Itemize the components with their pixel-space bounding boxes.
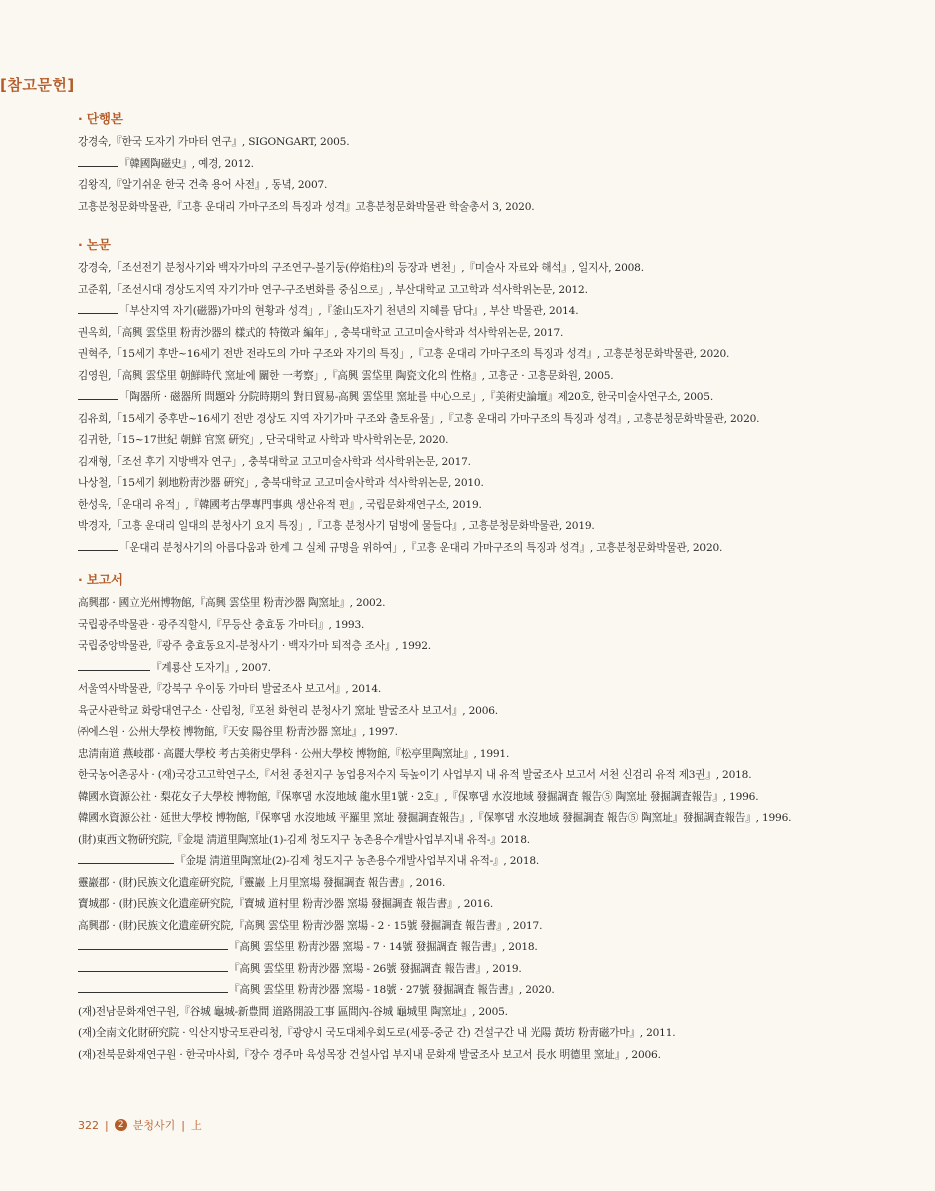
list-item: 고흥분청문화박물관,『고흥 운대리 가마구조의 특징과 성격』고흥분청문화박물관 학술총서 3, 2020. [78,200,535,213]
list-item: ㈜에스원 · 公州大學校 博物館,『天安 陽谷里 粉靑沙器 窯址』, 1997. [78,726,398,738]
list-item: 「운대리 분청사기의 아름다움과 한계 그 실체 규명을 위하여」,『고흥 운대리 가마구조의 특징과 성격』, 고흥분청문화박물관, 2020. [78,538,858,560]
list-item: (재)全南文化財硏究院 · 익산지방국토관리청,『광양시 국도대체우회도로(세풍-중군 간) 건설구간 내 光陽 黃坊 粉靑磁가마』, 2011. [78,1027,676,1039]
list-item: 韓國水資源公社 · 梨花女子大學校 博物館,『保寧댐 水沒地域 龍水里1號 · 2호』,『保寧댐 水沒地域 發掘調査 報告⑤ 陶窯址 發掘調査報告』, 1996. [78,790,759,803]
repeat-author-line [78,658,150,671]
list-item: 高興郡 · 國立光州博物館,『高興 雲垈里 粉靑沙器 陶窯址』, 2002. [78,597,386,609]
repeat-author-line [78,937,228,950]
list-item: 한성욱,「운대리 유적」,『韓國考古學專門事典 생산유적 편』, 국립문화재연구소, 2019. [78,498,482,511]
page-number: 322 [78,1118,99,1132]
list-item: 권혁주,「15세기 후반~16세기 전반 전라도의 가마 구조와 자기의 특징」,『고흥 운대리 가마구조의 특징과 성격』, 고흥분청문화박물관, 2020. [78,348,730,360]
list-item: 『계룡산 도자기』, 2007. [78,658,858,680]
list-item: 국립광주박물관 · 광주직할시,『무등산 충효동 가마터』, 1993. [78,618,365,631]
list-item: 靈巖郡 · (財)民族文化遺産硏究院,『靈巖 上月里窯場 發掘調査 報告書』, 2016. [78,876,446,889]
list-item: 서울역사박물관,『강북구 우이동 가마터 발굴조사 보고서』, 2014. [78,683,382,695]
repeat-author-line [78,538,118,551]
section-title-books: · 단행본 [78,111,123,126]
section-books [78,110,858,218]
list-item: 김왕직,『알기쉬운 한국 건축 용어 사전』, 동녘, 2007. [78,179,328,191]
list-item: 육군사관학교 화랑대연구소 · 산림청,『포천 화현리 분청사기 窯址 발굴조사 보고서』, 2006. [78,704,498,717]
list-item: 김귀한,「15~17世紀 朝鮮 官窯 硏究」, 단국대학교 사학과 박사학위논문, 2020. [78,434,449,446]
section-title-reports: · 보고서 [78,572,123,587]
section-reports [78,571,858,1066]
list-item: 『高興 雲垈里 粉靑沙器 窯場 - 7 · 14號 發掘調査 報告書』, 2018. [78,937,858,959]
list-item: 국립중앙박물관,『광주 충효동요지-분청사기 · 백자가마 퇴적층 조사』, 1992. [78,640,431,652]
list-item: 김영원,「高興 雲垈里 朝鮮時代 窯址에 關한 一考察」,『高興 雲垈里 陶瓷文化의 性格』, 고흥군 · 고흥문화원, 2005. [78,369,614,382]
list-item: 한국농어촌공사 · (재)국강고고학연구소,『서천 종천지구 농업용저수지 둑높이기 사업부지 내 유적 발굴조사 보고서 서천 신검리 유적 제3권』, 2018. [78,769,752,781]
list-item: 강경숙,『한국 도자기 가마터 연구』, SIGONGART, 2005. [78,136,350,148]
list-item: 「陶器所 · 磁器所 問題와 分院時期의 對日貿易-高興 雲垈里 窯址를 中心으로」,『美術史論壇』제20호, 한국미술사연구소, 2005. [78,387,858,409]
list-item: 김유희,「15세기 중후반~16세기 전반 경상도 지역 자기가마 구조와 출토유물」,『고흥 운대리 가마구조의 특징과 성격』, 고흥분청문화박물관, 2020. [78,412,760,425]
list-item: 김재형,「조선 후기 지방백자 연구」, 충북대학교 고고미술사학과 석사학위논문, 2017. [78,455,471,468]
repeat-author-line [78,980,228,993]
list-item: 『高興 雲垈里 粉靑沙器 窯場 - 26號 發掘調査 報告書』, 2019. [78,959,858,981]
list-item: 나상철,「15세기 剝地粉靑沙器 硏究」, 충북대학교 고고미술사학과 석사학위논문, 2010. [78,477,484,489]
repeat-author-line [78,851,174,864]
section-title-papers: · 논문 [78,237,111,252]
book-title: 분청사기 [132,1119,176,1132]
list-item: 고준휘,「조선시대 경상도지역 자기가마 연구-구조변화를 중심으로」, 부산대학교 고고학과 석사학위논문, 2012. [78,283,588,296]
list-item: 『韓國陶磁史』, 예경, 2012. [78,154,858,176]
repeat-author-line [78,154,118,167]
list-item: (재)전남문화재연구원,『谷城 龜城-新豊間 道路開設工事 區間內-谷城 龜城里 陶窯址』, 2005. [78,1005,508,1018]
section-papers [78,236,858,559]
footer-divider: | [181,1118,185,1132]
footer-divider: | [105,1118,109,1132]
list-item: (財)東西文物硏究院,『金堤 淸道里陶窯址(1)-김제 청도지구 농촌용수개발사업부지내 유적-』2018. [78,833,530,846]
list-item: 『高興 雲垈里 粉靑沙器 窯場 - 18號 · 27號 發掘調査 報告書』, 2020. [78,980,858,1002]
repeat-author-line [78,959,228,972]
list-item: 강경숙,「조선전기 분청사기와 백자가마의 구조연구-불기둥(停焰柱)의 등장과 변천」,『미술사 자료와 해석』, 일지사, 2008. [78,262,644,274]
list-item: 寶城郡 · (財)民族文化遺産硏究院,『寶城 道村里 粉靑沙器 窯場 發掘調査 報告書』, 2016. [78,898,494,910]
repeat-author-line [78,387,118,400]
list-item: (재)전북문화재연구원 · 한국마사회,『장수 경주마 육성목장 건설사업 부지내 문화재 발굴조사 보고서 長水 明德里 窯址』, 2006. [78,1048,661,1061]
list-item: 권옥희,「高興 雲垈里 粉靑沙器의 樣式的 特徵과 編年」, 충북대학교 고고미술사학과 석사학위논문, 2017. [78,326,564,339]
list-item: 박경자,「고흥 운대리 일대의 분청사기 요지 특징」,『고흥 분청사기 덤벙에 물들다』, 고흥분청문화박물관, 2019. [78,520,595,532]
volume-badge-icon: 2 [115,1119,127,1131]
list-item: 韓國水資源公社 · 延世大學校 博物館,『保寧댐 水沒地域 平羅里 窯址 發掘調査報告』,『保寧댐 水沒地域 發掘調査 報告⑤ 陶窯址』發掘調査報告』, 1996. [78,812,792,824]
list-item: 「부산지역 자기(磁器)가마의 현황과 성격」,『釜山도자기 천년의 지혜를 담다』, 부산 박물관, 2014. [78,301,858,323]
references-heading: [참고문헌] [0,76,75,94]
repeat-author-line [78,301,118,314]
list-item: 高興郡 · (財)民族文化遺産硏究院,『高興 雲垈里 粉靑沙器 窯場 - 2 · 15號 發掘調査 報告書』, 2017. [78,919,543,932]
page-footer [78,1117,202,1133]
volume-label: 上 [190,1119,202,1132]
list-item: 『金堤 淸道里陶窯址(2)-김제 청도지구 농촌용수개발사업부지내 유적-』, 2018. [78,851,858,873]
list-item: 忠淸南道 燕岐郡 · 高麗大學校 考古美術史學科 · 公州大學校 博物館,『松亭里陶窯址』, 1991. [78,747,510,760]
